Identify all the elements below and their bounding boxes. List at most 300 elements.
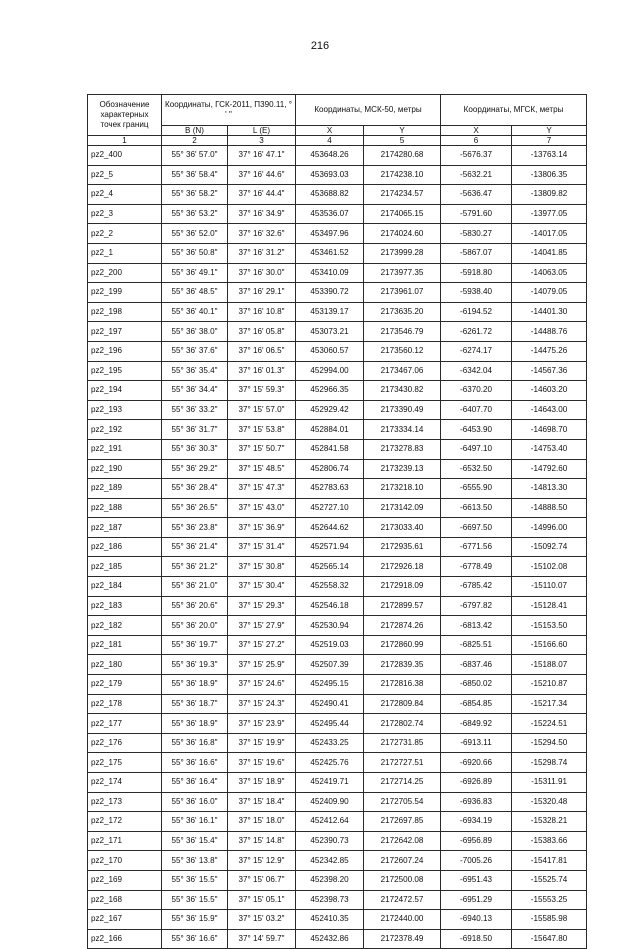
cell-mgsk-x: -5791.60: [441, 204, 512, 224]
cell-msk-x: 452433.25: [296, 733, 364, 753]
cell-point-name: pz2_4: [88, 185, 162, 205]
cell-mgsk-x: -6951.29: [441, 890, 512, 910]
cell-longitude: 37° 14' 59.7": [228, 929, 296, 949]
cell-point-name: pz2_173: [88, 792, 162, 812]
header-num-2: 2: [162, 136, 228, 146]
cell-msk-y: 2172918.09: [364, 577, 441, 597]
header-num-1: 1: [88, 136, 162, 146]
cell-msk-y: 2173239.13: [364, 459, 441, 479]
cell-msk-x: 453648.26: [296, 146, 364, 166]
header-designation: Обозначение характерных точек границ: [88, 95, 162, 136]
cell-msk-x: 452558.32: [296, 577, 364, 597]
cell-latitude: 55° 36' 16.6": [162, 929, 228, 949]
cell-mgsk-x: -6926.89: [441, 773, 512, 793]
cell-mgsk-x: -6940.13: [441, 910, 512, 930]
cell-msk-y: 2172874.26: [364, 616, 441, 636]
cell-mgsk-y: -13806.35: [512, 165, 587, 185]
cell-latitude: 55° 36' 15.5": [162, 890, 228, 910]
cell-mgsk-y: -15383.66: [512, 831, 587, 851]
cell-point-name: pz2_200: [88, 263, 162, 283]
table-row: [88, 518, 587, 538]
cell-msk-x: 453410.09: [296, 263, 364, 283]
page-number: 216: [310, 40, 330, 52]
cell-mgsk-y: -15102.08: [512, 557, 587, 577]
table-header: [88, 95, 587, 146]
cell-mgsk-y: -15417.81: [512, 851, 587, 871]
table-row: [88, 929, 587, 949]
cell-point-name: pz2_197: [88, 322, 162, 342]
cell-point-name: pz2_194: [88, 381, 162, 401]
cell-longitude: 37° 16' 44.4": [228, 185, 296, 205]
cell-longitude: 37° 15' 27.2": [228, 635, 296, 655]
cell-longitude: 37° 15' 31.4": [228, 537, 296, 557]
header-num-5: 5: [364, 136, 441, 146]
cell-mgsk-y: -15166.60: [512, 635, 587, 655]
cell-point-name: pz2_400: [88, 146, 162, 166]
cell-mgsk-y: -14996.00: [512, 518, 587, 538]
cell-msk-x: 452490.41: [296, 694, 364, 714]
table-row: [88, 577, 587, 597]
cell-mgsk-x: -6497.10: [441, 439, 512, 459]
cell-longitude: 37° 15' 19.6": [228, 753, 296, 773]
cell-msk-y: 2172839.35: [364, 655, 441, 675]
cell-msk-y: 2172472.57: [364, 890, 441, 910]
cell-latitude: 55° 36' 18.7": [162, 694, 228, 714]
cell-msk-x: 453390.72: [296, 283, 364, 303]
cell-msk-y: 2172899.57: [364, 596, 441, 616]
cell-mgsk-y: -15092.74: [512, 537, 587, 557]
table-row: [88, 910, 587, 930]
cell-latitude: 55° 36' 20.0": [162, 616, 228, 636]
cell-point-name: pz2_3: [88, 204, 162, 224]
cell-msk-x: 452425.76: [296, 753, 364, 773]
cell-msk-x: 452519.03: [296, 635, 364, 655]
cell-latitude: 55° 36' 15.5": [162, 870, 228, 890]
cell-mgsk-x: -6837.46: [441, 655, 512, 675]
cell-mgsk-y: -15294.50: [512, 733, 587, 753]
cell-longitude: 37° 15' 06.7": [228, 870, 296, 890]
cell-longitude: 37° 15' 30.4": [228, 577, 296, 597]
cell-msk-x: 453497.96: [296, 224, 364, 244]
cell-mgsk-y: -15110.07: [512, 577, 587, 597]
table-row: [88, 753, 587, 773]
cell-latitude: 55° 36' 58.2": [162, 185, 228, 205]
cell-longitude: 37° 15' 18.4": [228, 792, 296, 812]
cell-mgsk-x: -6785.42: [441, 577, 512, 597]
table-row: [88, 224, 587, 244]
cell-mgsk-x: -6407.70: [441, 400, 512, 420]
cell-mgsk-y: -14698.70: [512, 420, 587, 440]
cell-msk-x: 453139.17: [296, 302, 364, 322]
cell-point-name: pz2_198: [88, 302, 162, 322]
cell-mgsk-x: -6934.19: [441, 812, 512, 832]
cell-mgsk-x: -6854.85: [441, 694, 512, 714]
cell-msk-x: 452495.44: [296, 714, 364, 734]
cell-longitude: 37° 15' 18.0": [228, 812, 296, 832]
table-row: [88, 655, 587, 675]
table-row: [88, 635, 587, 655]
cell-mgsk-x: -6370.20: [441, 381, 512, 401]
cell-point-name: pz2_167: [88, 910, 162, 930]
cell-latitude: 55° 36' 19.7": [162, 635, 228, 655]
cell-mgsk-x: -5632.21: [441, 165, 512, 185]
cell-point-name: pz2_168: [88, 890, 162, 910]
cell-mgsk-x: -6956.89: [441, 831, 512, 851]
cell-mgsk-x: -6849.92: [441, 714, 512, 734]
header-num-6: 6: [441, 136, 512, 146]
cell-latitude: 55° 36' 19.3": [162, 655, 228, 675]
cell-mgsk-y: -14603.20: [512, 381, 587, 401]
cell-msk-x: 452841.58: [296, 439, 364, 459]
cell-latitude: 55° 36' 26.5": [162, 498, 228, 518]
cell-longitude: 37° 15' 48.5": [228, 459, 296, 479]
cell-mgsk-x: -5830.27: [441, 224, 512, 244]
cell-mgsk-y: -14017.05: [512, 224, 587, 244]
cell-point-name: pz2_1: [88, 243, 162, 263]
cell-point-name: pz2_175: [88, 753, 162, 773]
cell-msk-y: 2172642.08: [364, 831, 441, 851]
cell-longitude: 37° 16' 34.9": [228, 204, 296, 224]
cell-longitude: 37° 15' 59.3": [228, 381, 296, 401]
cell-msk-y: 2173977.35: [364, 263, 441, 283]
cell-longitude: 37° 16' 31.2": [228, 243, 296, 263]
cell-longitude: 37° 15' 43.0": [228, 498, 296, 518]
cell-msk-y: 2172935.61: [364, 537, 441, 557]
cell-latitude: 55° 36' 52.0": [162, 224, 228, 244]
cell-longitude: 37° 15' 29.3": [228, 596, 296, 616]
table-row: [88, 146, 587, 166]
cell-longitude: 37° 15' 18.9": [228, 773, 296, 793]
cell-longitude: 37° 16' 30.0": [228, 263, 296, 283]
table-row: [88, 733, 587, 753]
cell-msk-y: 2173560.12: [364, 341, 441, 361]
cell-longitude: 37° 15' 30.8": [228, 557, 296, 577]
cell-mgsk-x: -6697.50: [441, 518, 512, 538]
cell-point-name: pz2_186: [88, 537, 162, 557]
header-msk: Координаты, МСК-50, метры: [296, 95, 441, 126]
cell-msk-y: 2172705.54: [364, 792, 441, 812]
cell-msk-x: 452571.94: [296, 537, 364, 557]
cell-msk-x: 453688.82: [296, 185, 364, 205]
cell-point-name: pz2_2: [88, 224, 162, 244]
cell-mgsk-x: -6274.17: [441, 341, 512, 361]
cell-longitude: 37° 15' 25.9": [228, 655, 296, 675]
cell-msk-y: 2172809.84: [364, 694, 441, 714]
cell-msk-x: 452412.64: [296, 812, 364, 832]
cell-longitude: 37° 15' 53.8": [228, 420, 296, 440]
cell-longitude: 37° 16' 01.3": [228, 361, 296, 381]
cell-msk-y: 2173278.83: [364, 439, 441, 459]
cell-msk-y: 2172860.99: [364, 635, 441, 655]
cell-msk-y: 2173635.20: [364, 302, 441, 322]
header-mgsk: Координаты, МГСК, метры: [441, 95, 587, 126]
cell-msk-y: 2172714.25: [364, 773, 441, 793]
header-num-3: 3: [228, 136, 296, 146]
cell-mgsk-y: -14063.05: [512, 263, 587, 283]
cell-msk-x: 452507.39: [296, 655, 364, 675]
cell-point-name: pz2_169: [88, 870, 162, 890]
table-row: [88, 381, 587, 401]
cell-point-name: pz2_185: [88, 557, 162, 577]
cell-mgsk-y: -15188.07: [512, 655, 587, 675]
table-row: [88, 616, 587, 636]
cell-msk-x: 453461.52: [296, 243, 364, 263]
cell-msk-y: 2174024.60: [364, 224, 441, 244]
cell-point-name: pz2_180: [88, 655, 162, 675]
table-row: [88, 302, 587, 322]
header-sub-mgsk-x: X: [441, 126, 512, 136]
cell-msk-y: 2173546.79: [364, 322, 441, 342]
cell-mgsk-x: -6936.83: [441, 792, 512, 812]
cell-mgsk-x: -5918.80: [441, 263, 512, 283]
cell-latitude: 55° 36' 16.0": [162, 792, 228, 812]
cell-mgsk-y: -13809.82: [512, 185, 587, 205]
cell-point-name: pz2_179: [88, 675, 162, 695]
cell-longitude: 37° 16' 05.8": [228, 322, 296, 342]
table-row: [88, 675, 587, 695]
cell-point-name: pz2_193: [88, 400, 162, 420]
cell-longitude: 37° 15' 03.2": [228, 910, 296, 930]
cell-msk-x: 452495.15: [296, 675, 364, 695]
cell-longitude: 37° 15' 36.9": [228, 518, 296, 538]
cell-latitude: 55° 36' 40.1": [162, 302, 228, 322]
cell-mgsk-y: -15298.74: [512, 753, 587, 773]
table-row: [88, 831, 587, 851]
cell-msk-x: 452342.85: [296, 851, 364, 871]
cell-point-name: pz2_188: [88, 498, 162, 518]
cell-point-name: pz2_190: [88, 459, 162, 479]
cell-msk-y: 2172727.51: [364, 753, 441, 773]
cell-latitude: 55° 36' 50.8": [162, 243, 228, 263]
cell-mgsk-x: -5636.47: [441, 185, 512, 205]
cell-point-name: pz2_196: [88, 341, 162, 361]
table-row: [88, 263, 587, 283]
cell-mgsk-x: -6920.66: [441, 753, 512, 773]
cell-point-name: pz2_184: [88, 577, 162, 597]
table-row: [88, 596, 587, 616]
cell-mgsk-y: -14567.36: [512, 361, 587, 381]
cell-mgsk-x: -5867.07: [441, 243, 512, 263]
cell-msk-y: 2173334.14: [364, 420, 441, 440]
cell-msk-x: 452929.42: [296, 400, 364, 420]
cell-point-name: pz2_182: [88, 616, 162, 636]
cell-latitude: 55° 36' 28.4": [162, 479, 228, 499]
table-row: [88, 537, 587, 557]
cell-latitude: 55° 36' 38.0": [162, 322, 228, 342]
cell-longitude: 37° 15' 19.9": [228, 733, 296, 753]
cell-latitude: 55° 36' 49.1": [162, 263, 228, 283]
cell-longitude: 37° 15' 05.1": [228, 890, 296, 910]
cell-latitude: 55° 36' 48.5": [162, 283, 228, 303]
cell-longitude: 37° 15' 14.8": [228, 831, 296, 851]
cell-mgsk-x: -6913.11: [441, 733, 512, 753]
cell-longitude: 37° 15' 24.6": [228, 675, 296, 695]
table-row: [88, 773, 587, 793]
cell-msk-y: 2173142.09: [364, 498, 441, 518]
cell-latitude: 55° 36' 15.4": [162, 831, 228, 851]
cell-mgsk-y: -14475.26: [512, 341, 587, 361]
cell-point-name: pz2_171: [88, 831, 162, 851]
table-row: [88, 498, 587, 518]
cell-msk-x: 452966.35: [296, 381, 364, 401]
cell-longitude: 37° 16' 44.6": [228, 165, 296, 185]
table-row: [88, 694, 587, 714]
cell-mgsk-y: -14753.40: [512, 439, 587, 459]
cell-mgsk-x: -6261.72: [441, 322, 512, 342]
cell-msk-x: 453693.03: [296, 165, 364, 185]
cell-longitude: 37° 16' 47.1": [228, 146, 296, 166]
header-num-7: 7: [512, 136, 587, 146]
cell-point-name: pz2_174: [88, 773, 162, 793]
cell-point-name: pz2_187: [88, 518, 162, 538]
cell-mgsk-x: -5676.37: [441, 146, 512, 166]
cell-msk-y: 2173999.28: [364, 243, 441, 263]
cell-mgsk-y: -15553.25: [512, 890, 587, 910]
cell-point-name: pz2_166: [88, 929, 162, 949]
cell-longitude: 37° 16' 06.5": [228, 341, 296, 361]
table-row: [88, 851, 587, 871]
cell-latitude: 55° 36' 35.4": [162, 361, 228, 381]
table-row: [88, 890, 587, 910]
cell-msk-y: 2173390.49: [364, 400, 441, 420]
cell-mgsk-y: -14813.30: [512, 479, 587, 499]
table-row: [88, 361, 587, 381]
cell-mgsk-y: -15320.48: [512, 792, 587, 812]
cell-point-name: pz2_178: [88, 694, 162, 714]
cell-mgsk-y: -15311.91: [512, 773, 587, 793]
cell-msk-y: 2172607.24: [364, 851, 441, 871]
cell-mgsk-x: -6194.52: [441, 302, 512, 322]
cell-longitude: 37° 15' 24.3": [228, 694, 296, 714]
cell-mgsk-x: -7005.26: [441, 851, 512, 871]
table-row: [88, 792, 587, 812]
cell-msk-x: 452565.14: [296, 557, 364, 577]
cell-mgsk-x: -6813.42: [441, 616, 512, 636]
cell-msk-x: 452398.73: [296, 890, 364, 910]
cell-mgsk-x: -6850.02: [441, 675, 512, 695]
header-sub-msk-x: X: [296, 126, 364, 136]
cell-msk-y: 2173961.07: [364, 283, 441, 303]
cell-msk-x: 452398.20: [296, 870, 364, 890]
cell-longitude: 37° 15' 12.9": [228, 851, 296, 871]
table-row: [88, 557, 587, 577]
table-row: [88, 185, 587, 205]
cell-msk-y: 2172816.38: [364, 675, 441, 695]
cell-latitude: 55° 36' 53.2": [162, 204, 228, 224]
cell-latitude: 55° 36' 21.4": [162, 537, 228, 557]
cell-point-name: pz2_181: [88, 635, 162, 655]
cell-msk-x: 452727.10: [296, 498, 364, 518]
cell-mgsk-x: -6532.50: [441, 459, 512, 479]
cell-point-name: pz2_189: [88, 479, 162, 499]
cell-latitude: 55° 36' 33.2": [162, 400, 228, 420]
cell-mgsk-x: -6825.51: [441, 635, 512, 655]
cell-latitude: 55° 36' 16.6": [162, 753, 228, 773]
cell-msk-x: 452546.18: [296, 596, 364, 616]
cell-longitude: 37° 15' 47.3": [228, 479, 296, 499]
table-row: [88, 459, 587, 479]
coordinates-table: [87, 94, 587, 949]
cell-latitude: 55° 36' 21.2": [162, 557, 228, 577]
cell-mgsk-y: -14488.76: [512, 322, 587, 342]
cell-point-name: pz2_177: [88, 714, 162, 734]
cell-longitude: 37° 15' 23.9": [228, 714, 296, 734]
cell-mgsk-y: -14401.30: [512, 302, 587, 322]
header-sub-b: B (N): [162, 126, 228, 136]
cell-msk-y: 2172697.85: [364, 812, 441, 832]
cell-msk-y: 2173218.10: [364, 479, 441, 499]
cell-latitude: 55° 36' 57.0": [162, 146, 228, 166]
cell-latitude: 55° 36' 58.4": [162, 165, 228, 185]
cell-longitude: 37° 15' 57.0": [228, 400, 296, 420]
table-row: [88, 479, 587, 499]
cell-msk-x: 452410.35: [296, 910, 364, 930]
cell-msk-x: 452530.94: [296, 616, 364, 636]
cell-msk-y: 2174065.15: [364, 204, 441, 224]
cell-latitude: 55° 36' 21.0": [162, 577, 228, 597]
cell-latitude: 55° 36' 18.9": [162, 714, 228, 734]
table-row: [88, 243, 587, 263]
cell-msk-x: 453073.21: [296, 322, 364, 342]
cell-longitude: 37° 15' 27.9": [228, 616, 296, 636]
header-sub-msk-y: Y: [364, 126, 441, 136]
table-row: [88, 204, 587, 224]
cell-mgsk-y: -13977.05: [512, 204, 587, 224]
table-row: [88, 165, 587, 185]
cell-mgsk-x: -6342.04: [441, 361, 512, 381]
table-row: [88, 812, 587, 832]
cell-latitude: 55° 36' 16.8": [162, 733, 228, 753]
cell-latitude: 55° 36' 15.9": [162, 910, 228, 930]
cell-latitude: 55° 36' 29.2": [162, 459, 228, 479]
cell-msk-y: 2174238.10: [364, 165, 441, 185]
cell-mgsk-x: -6555.90: [441, 479, 512, 499]
cell-msk-y: 2172440.00: [364, 910, 441, 930]
cell-point-name: pz2_191: [88, 439, 162, 459]
header-num-4: 4: [296, 136, 364, 146]
cell-point-name: pz2_5: [88, 165, 162, 185]
cell-mgsk-y: -15128.41: [512, 596, 587, 616]
cell-mgsk-y: -15647.80: [512, 929, 587, 949]
cell-longitude: 37° 15' 50.7": [228, 439, 296, 459]
cell-msk-x: 452806.74: [296, 459, 364, 479]
cell-msk-y: 2174280.68: [364, 146, 441, 166]
cell-mgsk-x: -6778.49: [441, 557, 512, 577]
cell-latitude: 55° 36' 34.4": [162, 381, 228, 401]
cell-msk-y: 2173430.82: [364, 381, 441, 401]
cell-msk-x: 452390.73: [296, 831, 364, 851]
cell-point-name: pz2_199: [88, 283, 162, 303]
cell-latitude: 55° 36' 13.8": [162, 851, 228, 871]
cell-mgsk-y: -15328.21: [512, 812, 587, 832]
cell-mgsk-x: -6613.50: [441, 498, 512, 518]
cell-latitude: 55° 36' 20.6": [162, 596, 228, 616]
cell-msk-y: 2173033.40: [364, 518, 441, 538]
cell-mgsk-y: -15525.74: [512, 870, 587, 890]
cell-mgsk-x: -5938.40: [441, 283, 512, 303]
cell-longitude: 37° 16' 29.1": [228, 283, 296, 303]
table-row: [88, 870, 587, 890]
cell-longitude: 37° 16' 10.8": [228, 302, 296, 322]
cell-latitude: 55° 36' 18.9": [162, 675, 228, 695]
cell-msk-y: 2173467.06: [364, 361, 441, 381]
cell-mgsk-y: -14643.00: [512, 400, 587, 420]
cell-longitude: 37° 16' 32.6": [228, 224, 296, 244]
cell-mgsk-y: -15224.51: [512, 714, 587, 734]
table-body: [88, 146, 587, 949]
cell-mgsk-y: -13763.14: [512, 146, 587, 166]
cell-point-name: pz2_170: [88, 851, 162, 871]
